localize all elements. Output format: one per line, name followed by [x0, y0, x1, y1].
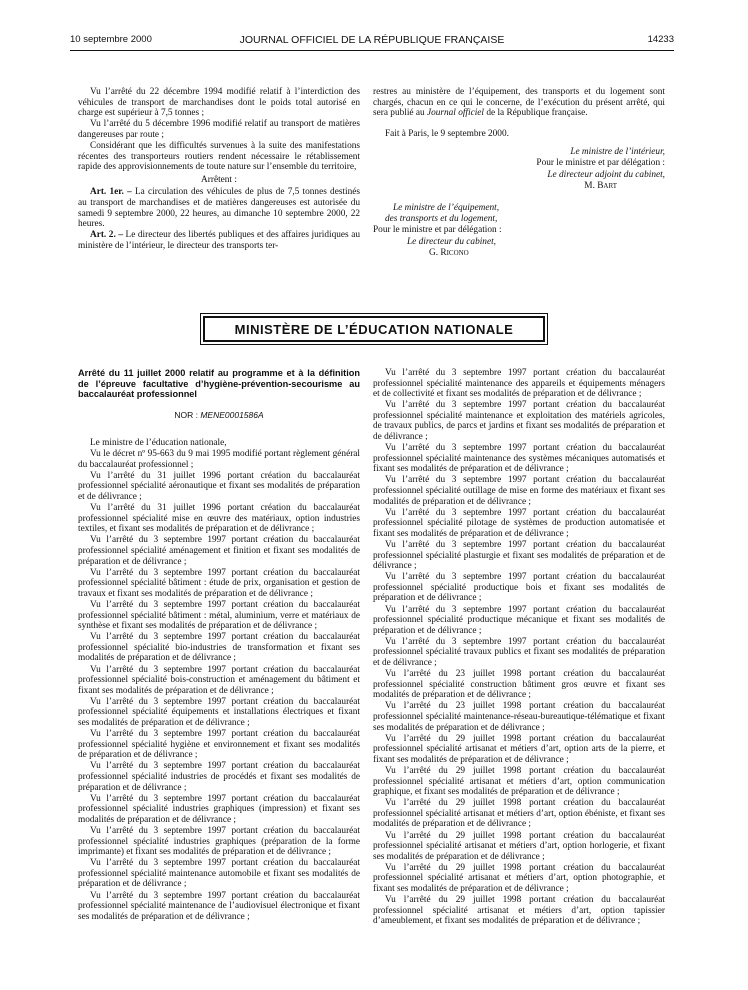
paragraph: Vu l’arrêté du 29 juillet 1998 portant création du baccalauréat professionnel spécialité artisanat et métiers d’art, option tapissier d’ameublement, et fixant ses modalités de préparation et de délivrance ;: [373, 895, 665, 927]
paragraph: Considérant que les difficultés survenues à la suite des manifestations récentes des transporteurs routiers rendent nécessaire le rétablissement rapide des approvisionnements de toute nature sur l’ensemble du territoire,: [78, 140, 360, 173]
nor-label: NOR :: [174, 409, 201, 420]
sig-role: Le ministre de l’équipement,: [393, 203, 500, 214]
paragraph: Vu l’arrêté du 3 septembre 1997 portant création du baccalauréat professionnel spécialité maintenance et exploitation des matériels agricoles, de travaux publics, de parcs et jardins et fixant ses modalités de préparation et de délivrance ;: [373, 400, 665, 443]
paragraph: Vu l’arrêté du 31 juillet 1996 portant création du baccalauréat professionnel spécialité aéronautique et fixant ses modalités de préparation et de délivrance ;: [78, 470, 360, 503]
nor-reference: [78, 410, 360, 421]
paragraph: Vu l’arrêté du 3 septembre 1997 portant création du baccalauréat professionnel spécialité industries graphiques (impression) et fixant ses modalités de préparation et de délivrance ;: [78, 793, 360, 825]
paragraph: Vu l’arrêté du 3 septembre 1997 portant création du baccalauréat professionnel spécialité hygiène et environnement et fixant ses modalités de préparation et de délivrance ;: [78, 729, 360, 761]
paragraph: Vu l’arrêté du 3 septembre 1997 portant création du baccalauréat professionnel spécialité bâtiment : métal, aluminium, verre et matériaux de synthèse et fixant ses modalités de préparation et de délivrance ;: [78, 600, 360, 632]
text-fragment: restres au ministère de l’équipement, des transports et du logement sont chargés, chacun en ce qui le concerne, de l’exécution du présent arrêté, qui sera publié au: [373, 87, 665, 119]
article-1: [78, 187, 360, 229]
paragraph: Vu l’arrêté du 3 septembre 1997 portant création du baccalauréat professionnel spécialité industries de procédés et fixant ses modalités de préparation et de délivrance ;: [78, 761, 360, 793]
article-2-label: Art. 2. –: [90, 230, 123, 241]
article-2: [78, 230, 360, 251]
arretent-heading: Arrêtent :: [201, 174, 237, 185]
signature-block-1: [373, 147, 665, 191]
header-rule: [70, 50, 674, 51]
article-1-text: La circulation des véhicules de plus de 7,5 tonnes destinés au transport de marchandises et de matières dangereuses est autorisée du samedi 9 septembre 2000, 22 heures, au dimanche 10 septembre 2000, 22 heures.: [78, 187, 360, 230]
paragraph: Vu l’arrêté du 3 septembre 1997 portant création du baccalauréat professionnel spécialité bio-industries de transformation et fixant ses modalités de préparation et de délivrance ;: [78, 632, 360, 664]
paragraph: [373, 87, 665, 119]
nor-code: MENE0001586A: [200, 409, 264, 420]
top-left-column: [78, 87, 360, 252]
article-1-label: Art. 1er. –: [90, 187, 132, 198]
paragraph: Vu l’arrêté du 3 septembre 1997 portant création du baccalauréat professionnel spécialité bâtiment : étude de prix, organisation et gestion de travaux et fixant ses modalités de préparation et de délivrance ;: [78, 567, 360, 599]
paragraph: Vu l’arrêté du 3 septembre 1997 portant création du baccalauréat professionnel spécialité travaux publics et fixant ses modalités de préparation et de délivrance ;: [373, 636, 665, 669]
journal-title: JOURNAL OFFICIEL DE LA RÉPUBLIQUE FRANÇAISE: [239, 34, 505, 46]
paragraph: Vu l’arrêté du 29 juillet 1998 portant création du baccalauréat professionnel spécialité artisanat et métiers d’art, option communication graphique, et fixant ses modalités de préparation et de délivrance ;: [373, 765, 665, 798]
paragraph: Vu le décret nº 95-663 du 9 mai 1995 modifié portant règlement général du baccalauréat professionnel ;: [78, 449, 360, 470]
arrete-left-column: [78, 368, 360, 923]
arrete-right-column: [373, 368, 665, 927]
paragraph: Vu l’arrêté du 3 septembre 1997 portant création du baccalauréat professionnel spécialité équipements et installations électriques et fixant ses modalités de préparation et de délivrance ;: [78, 696, 360, 729]
paragraph: Vu l’arrêté du 3 septembre 1997 portant création du baccalauréat professionnel spécialité maintenance des systèmes mécaniques automatisés et fixant ses modalités de préparation et de délivrance ;: [373, 443, 665, 475]
paragraph: Vu l’arrêté du 29 juillet 1998 portant création du baccalauréat professionnel spécialité artisanat et métiers d’art, option ébéniste, et fixant ses modalités de préparation et de délivrance ;: [373, 798, 665, 830]
paragraph: Vu l’arrêté du 31 juillet 1996 portant création du baccalauréat professionnel spécialité mise en œuvre des matériaux, option industries textiles, et fixant ses modalités de préparation et de délivrance ;: [78, 503, 360, 535]
ministry-title: MINISTÈRE DE L’ÉDUCATION NATIONALE: [203, 316, 545, 342]
paragraph: Vu l’arrêté du 23 juillet 1998 portant création du baccalauréat professionnel spécialité maintenance-réseau-bureautique-télématique et fixant ses modalités de préparation et de délivrance ;: [373, 701, 665, 733]
text-fragment: de la République française.: [484, 108, 588, 119]
page-header: [70, 34, 674, 48]
paragraph: Vu l’arrêté du 3 septembre 1997 portant création du baccalauréat professionnel spécialité plasturgie et fixant ses modalités de préparation et de délivrance ;: [373, 540, 665, 572]
paragraph: Vu l’arrêté du 3 septembre 1997 portant création du baccalauréat professionnel spécialité maintenance automobile et fixant ses modalités de préparation et de délivrance ;: [78, 858, 360, 890]
paragraph: Vu l’arrêté du 3 septembre 1997 portant création du baccalauréat professionnel spécialité industries graphiques (préparation de la forme imprimante) et fixant ses modalités de préparation et de délivrance ;: [78, 825, 360, 858]
paragraph: Vu l’arrêté du 29 juillet 1998 portant création du baccalauréat professionnel spécialité artisanat et métiers d’art, option arts de la pierre, et fixant ses modalités de préparation et de délivrance ;: [373, 733, 665, 765]
sig-name: M. Bart: [584, 180, 617, 191]
paragraph: Vu l’arrêté du 3 septembre 1997 portant création du baccalauréat professionnel spécialité outillage de mise en forme des matériaux et fixant ses modalités de préparation et de délivrance ;: [373, 475, 665, 507]
paragraph: Vu l’arrêté du 3 septembre 1997 portant création du baccalauréat professionnel spécialité maintenance des appareils et équipements ménagers et de collectivité et fixant ses modalités de préparation et de délivrance ;: [373, 368, 665, 400]
page-number: 14233: [647, 34, 674, 45]
paragraph: Vu l’arrêté du 3 septembre 1997 portant création du baccalauréat professionnel spécialité productique bois et fixant ses modalités de préparation et de délivrance ;: [373, 572, 665, 604]
paragraph: Vu l’arrêté du 3 septembre 1997 portant création du baccalauréat professionnel spécialité aménagement et finition et fixant ses modalités de préparation et de délivrance ;: [78, 535, 360, 567]
journal-name: Journal officiel: [426, 108, 485, 119]
paragraph: Vu l’arrêté du 29 juillet 1998 portant création du baccalauréat professionnel spécialité artisanat et métiers d’art, option horlogerie, et fixant ses modalités de préparation et de délivrance ;: [373, 830, 665, 862]
sig-title: Le directeur du cabinet,: [407, 236, 496, 247]
sig-name: G. Ricono: [429, 247, 469, 258]
paragraph: Vu l’arrêté du 5 décembre 1996 modifié relatif au transport de matières dangereuses par route ;: [78, 119, 360, 140]
issue-date: 10 septembre 2000: [70, 34, 152, 45]
paragraph: Vu l’arrêté du 3 septembre 1997 portant création du baccalauréat professionnel spécialité maintenance de l’audiovisuel électronique et fixant ses modalités de préparation et de délivrance ;: [78, 890, 360, 922]
paragraph: Vu l’arrêté du 3 septembre 1997 portant création du baccalauréat professionnel spécialité bois-construction et aménagement du bâtiment et fixant ses modalités de préparation et de délivrance ;: [78, 664, 360, 696]
fait-a-paris: Fait à Paris, le 9 septembre 2000.: [385, 128, 509, 139]
sig-role: des transports et du logement,: [385, 214, 498, 225]
paragraph: Vu l’arrêté du 3 septembre 1997 portant création du baccalauréat professionnel spécialité pilotage de systèmes de production automatisée et fixant ses modalités de préparation et de délivrance ;: [373, 507, 665, 539]
sig-role: Le ministre de l’intérieur,: [570, 147, 665, 158]
paragraph: Vu l’arrêté du 23 juillet 1998 portant création du baccalauréat professionnel spécialité construction bâtiment gros œuvre et fixant ses modalités de préparation et de délivrance ;: [373, 669, 665, 701]
signature-block-2: [373, 203, 533, 258]
sig-delegation: Pour le ministre et par délégation :: [373, 225, 502, 236]
sig-title: Le directeur adjoint du cabinet,: [547, 169, 665, 180]
article-2-text: Le directeur des libertés publiques et des affaires juridiques au ministère de l’intérieur, le directeur des transports ter-: [78, 230, 360, 251]
paragraph: Vu l’arrêté du 29 juillet 1998 portant création du baccalauréat professionnel spécialité artisanat et métiers d’art, option photographie, et fixant ses modalités de préparation et de délivrance ;: [373, 862, 665, 894]
sig-delegation: Pour le ministre et par délégation :: [536, 158, 665, 169]
paragraph: Vu l’arrêté du 3 septembre 1997 portant création du baccalauréat professionnel spécialité productique mécanique et fixant ses modalités de préparation et de délivrance ;: [373, 604, 665, 636]
paragraph: Le ministre de l’éducation nationale,: [90, 438, 227, 449]
paragraph: Vu l’arrêté du 22 décembre 1994 modifié relatif à l’interdiction des véhicules de transport de marchandises dont le poids total autorisé en charge est supérieur à 7,5 tonnes ;: [78, 87, 360, 119]
top-right-column: [373, 87, 665, 259]
arrete-title: Arrêté du 11 juillet 2000 relatif au programme et à la définition de l’épreuve facultative d’hygiène-prévention-secourisme au baccalauréat professionnel: [78, 368, 360, 399]
ministry-title-box: [200, 313, 548, 345]
